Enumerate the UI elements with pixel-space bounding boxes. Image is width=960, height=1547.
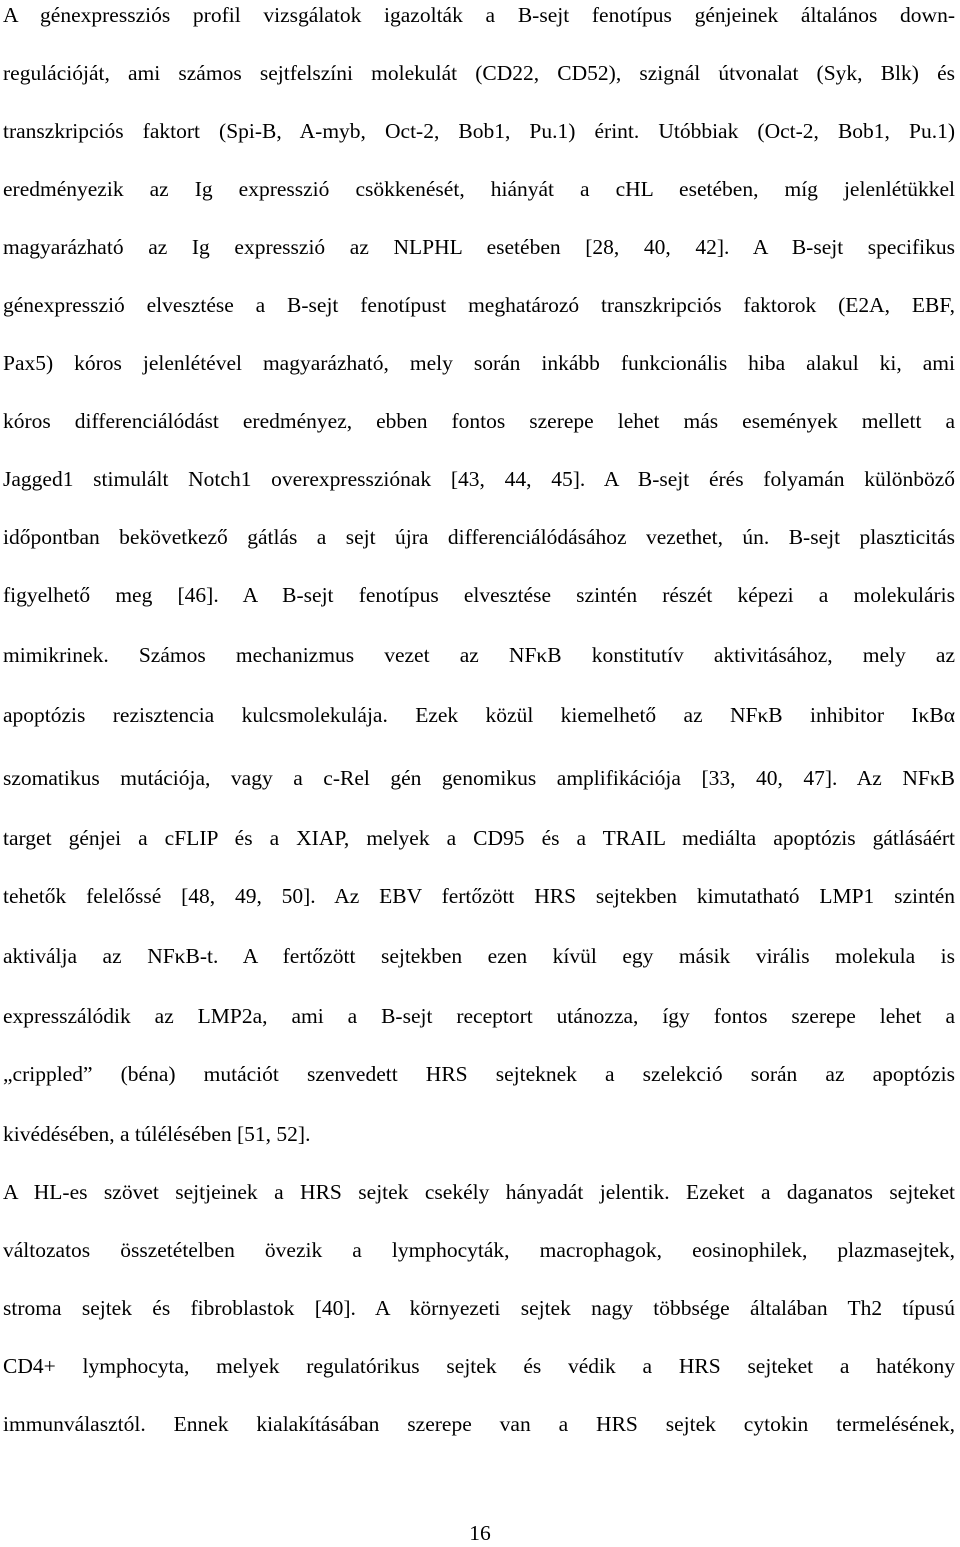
paragraph-line: kóros differenciálódást eredményez, ebben fontos szerepe lehet más események mellett a bbox=[3, 409, 955, 433]
paragraph-line: génexpresszió elvesztése a B-sejt fenotípust meghatározó transzkripciós faktorok (E2A, EBF, bbox=[3, 293, 955, 317]
paragraph-line: változatos összetételben övezik a lymphocyták, macrophagok, eosinophilek, plazmasejtek, bbox=[3, 1238, 955, 1262]
paragraph-line: Jagged1 stimulált Notch1 overexpressziónak [43, 44, 45]. A B-sejt érés folyamán különböző bbox=[3, 467, 955, 491]
paragraph-line: aktiválja az NFκB-t. A fertőzött sejtekben ezen kívül egy másik virális molekula is bbox=[3, 944, 955, 968]
paragraph-line: A HL-es szövet sejtjeinek a HRS sejtek csekély hányadát jelentik. Ezeket a daganatos sejteket bbox=[3, 1180, 955, 1204]
paragraph-line: stroma sejtek és fibroblastok [40]. A környezeti sejtek nagy többsége általában Th2 típusú bbox=[3, 1296, 955, 1320]
paragraph-line: mimikrinek. Számos mechanizmus vezet az NFκB konstitutív aktivitásához, mely az bbox=[3, 643, 955, 667]
paragraph-line: expresszálódik az LMP2a, ami a B-sejt receptort utánozza, így fontos szerepe lehet a bbox=[3, 1004, 955, 1028]
paragraph-line: immunválasztól. Ennek kialakításában szerepe van a HRS sejtek cytokin termelésének, bbox=[3, 1412, 955, 1436]
paragraph-line: kivédésében, a túlélésében [51, 52]. bbox=[3, 1122, 311, 1146]
paragraph-line: apoptózis rezisztencia kulcsmolekulája. Ezek közül kiemelhető az NFκB inhibitor IκBα bbox=[3, 703, 955, 727]
paragraph-line: magyarázható az Ig expresszió az NLPHL esetében [28, 40, 42]. A B-sejt specifikus bbox=[3, 235, 955, 259]
paragraph-line: tehetők felelőssé [48, 49, 50]. Az EBV fertőzött HRS sejtekben kimutatható LMP1 szintén bbox=[3, 884, 955, 908]
paragraph-line: regulációját, ami számos sejtfelszíni molekulát (CD22, CD52), szignál útvonalat (Syk, Blk) és bbox=[3, 61, 955, 85]
paragraph-line: CD4+ lymphocyta, melyek regulatórikus sejtek és védik a HRS sejteket a hatékony bbox=[3, 1354, 955, 1378]
paragraph-line: eredményezik az Ig expresszió csökkenését, hiányát a cHL esetében, míg jelenlétükkel bbox=[3, 177, 955, 201]
paragraph-line: „crippled” (béna) mutációt szenvedett HRS sejteknek a szelekció során az apoptózis bbox=[3, 1062, 955, 1086]
paragraph-line: target génjei a cFLIP és a XIAP, melyek a CD95 és a TRAIL mediálta apoptózis gátlásáért bbox=[3, 826, 955, 850]
paragraph-line: szomatikus mutációja, vagy a c-Rel gén genomikus amplifikációja [33, 40, 47]. Az NFκB bbox=[3, 766, 955, 790]
paragraph-line: transzkripciós faktort (Spi-B, A-myb, Oct-2, Bob1, Pu.1) érint. Utóbbiak (Oct-2, Bob1, Pu.1) bbox=[3, 119, 955, 143]
paragraph-line: A génexpressziós profil vizsgálatok igazolták a B-sejt fenotípus génjeinek általános down- bbox=[3, 3, 955, 27]
page-number: 16 bbox=[469, 1521, 491, 1545]
paragraph-line: figyelhető meg [46]. A B-sejt fenotípus elvesztése szintén részét képezi a molekuláris bbox=[3, 583, 955, 607]
paragraph-line: időpontban bekövetkező gátlás a sejt újra differenciálódásához vezethet, ún. B-sejt plaszticitás bbox=[3, 525, 955, 549]
paragraph-line: Pax5) kóros jelenlétével magyarázható, mely során inkább funkcionális hiba alakul ki, ami bbox=[3, 351, 955, 375]
